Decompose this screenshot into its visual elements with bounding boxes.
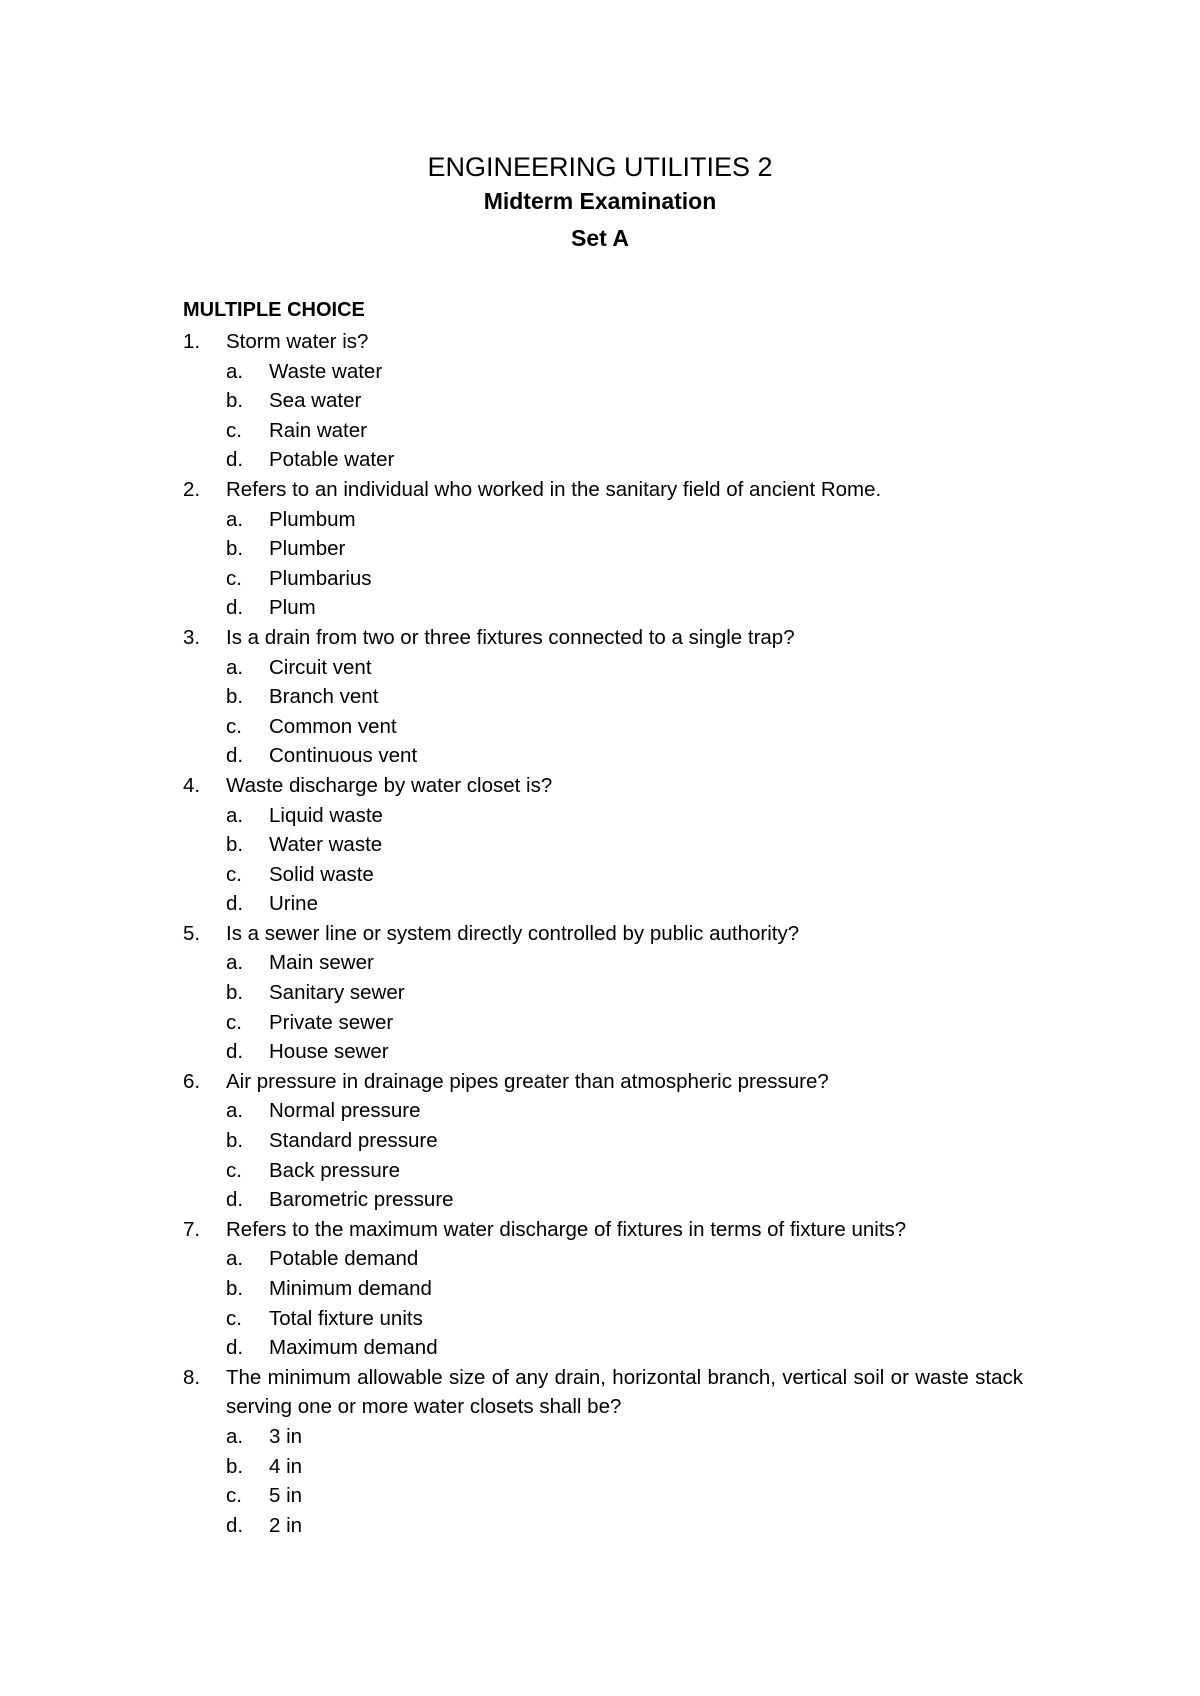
choice-item — [183, 416, 1023, 446]
choice-letter: a. — [226, 655, 244, 679]
choice-letter: a. — [226, 951, 244, 975]
choice-list — [183, 653, 1023, 771]
choice-letter: c. — [226, 1158, 242, 1182]
choice-letter: a. — [226, 507, 244, 531]
choice-item — [183, 1274, 1023, 1304]
choice-letter: a. — [226, 803, 244, 827]
choice-list — [183, 1096, 1023, 1214]
question-number: 2. — [183, 477, 201, 501]
question-number: 5. — [183, 921, 201, 945]
choice-letter: b. — [226, 685, 244, 709]
choice-list — [183, 1422, 1023, 1540]
question-item — [183, 1067, 1023, 1215]
question-item — [183, 1215, 1023, 1363]
question-item — [183, 623, 1023, 771]
choice-letter: b. — [226, 1454, 244, 1478]
question-text: Is a sewer line or system directly controlled by public authority? — [226, 921, 800, 945]
question-line — [183, 475, 1023, 505]
choice-text: Liquid waste — [269, 803, 383, 827]
choice-item — [183, 1008, 1023, 1038]
choice-list — [183, 948, 1023, 1066]
choice-item — [183, 1333, 1023, 1363]
choice-item — [183, 889, 1023, 919]
choice-text: Sanitary sewer — [269, 981, 405, 1005]
choice-text: Potable water — [269, 448, 395, 472]
section-heading: MULTIPLE CHOICE — [183, 299, 365, 321]
question-item — [183, 771, 1023, 919]
choice-text: 3 in — [269, 1424, 303, 1448]
choice-text: Total fixture units — [269, 1306, 423, 1330]
choice-letter: d. — [226, 1513, 244, 1537]
choice-text: Continuous vent — [269, 744, 418, 768]
choice-item — [183, 653, 1023, 683]
choice-text: Waste water — [269, 359, 383, 383]
choice-text: Sea water — [269, 389, 362, 413]
choice-text: Maximum demand — [269, 1336, 438, 1360]
question-item — [183, 919, 1023, 1067]
choice-item — [183, 801, 1023, 831]
choice-text: Private sewer — [269, 1010, 394, 1034]
question-text: Storm water is? — [226, 330, 369, 353]
question-line — [183, 327, 1023, 357]
choice-letter: c. — [226, 1306, 242, 1330]
choice-text: 5 in — [269, 1484, 303, 1508]
choice-text: Standard pressure — [269, 1129, 438, 1153]
choice-item — [183, 1126, 1023, 1156]
question-list — [183, 327, 1023, 1540]
question-number: 7. — [183, 1217, 201, 1241]
choice-list — [183, 505, 1023, 623]
choice-letter: d. — [226, 448, 244, 472]
choice-item — [183, 978, 1023, 1008]
choice-text: Normal pressure — [269, 1099, 421, 1123]
choice-list — [183, 1244, 1023, 1362]
choice-letter: b. — [226, 833, 244, 857]
choice-text: Urine — [269, 892, 318, 916]
choice-list — [183, 357, 1023, 475]
choice-item — [183, 1304, 1023, 1334]
question-line — [183, 1067, 1023, 1097]
choice-item — [183, 1244, 1023, 1274]
choice-item — [183, 1096, 1023, 1126]
question-number: 3. — [183, 625, 201, 649]
choice-letter: b. — [226, 537, 244, 561]
choice-letter: d. — [226, 744, 244, 768]
choice-text: Plumber — [269, 537, 346, 561]
choice-item — [183, 1185, 1023, 1215]
choice-letter: c. — [226, 714, 242, 738]
choice-text: 2 in — [269, 1513, 303, 1537]
question-line — [183, 919, 1023, 949]
choice-item — [183, 1511, 1023, 1541]
choice-item — [183, 534, 1023, 564]
choice-letter: d. — [226, 1336, 244, 1360]
choice-item — [183, 1037, 1023, 1067]
exam-subtitle: Midterm Examination — [483, 188, 717, 214]
question-line — [183, 1215, 1023, 1245]
choice-text: Common vent — [269, 714, 397, 738]
choice-letter: a. — [226, 1247, 244, 1271]
question-number: 8. — [183, 1365, 201, 1389]
choice-item — [183, 712, 1023, 742]
question-item — [183, 327, 1023, 475]
choice-text: Branch vent — [269, 685, 379, 709]
question-number: 6. — [183, 1069, 201, 1093]
choice-item — [183, 505, 1023, 535]
choice-text: Solid waste — [269, 862, 374, 886]
choice-text: Main sewer — [269, 951, 374, 975]
question-text: Waste discharge by water closet is? — [226, 773, 553, 797]
choice-item — [183, 1422, 1023, 1452]
choice-item — [183, 741, 1023, 771]
choice-letter: a. — [226, 1099, 244, 1123]
choice-letter: d. — [226, 1188, 244, 1212]
choice-letter: c. — [226, 1010, 242, 1034]
choice-text: Plumbum — [269, 507, 356, 531]
exam-title: ENGINEERING UTILITIES 2 — [427, 152, 773, 182]
question-text: Is a drain from two or three fixtures connected to a single trap? — [226, 625, 795, 649]
choice-text: Plum — [269, 596, 316, 620]
choice-letter: a. — [226, 1424, 244, 1448]
choice-item — [183, 1156, 1023, 1186]
choice-text: Rain water — [269, 418, 367, 442]
choice-item — [183, 948, 1023, 978]
choice-item — [183, 1481, 1023, 1511]
choice-item — [183, 1452, 1023, 1482]
choice-item — [183, 357, 1023, 387]
choice-letter: a. — [226, 359, 244, 383]
choice-text: Back pressure — [269, 1158, 401, 1182]
question-item — [183, 1363, 1023, 1541]
choice-letter: c. — [226, 566, 242, 590]
choice-letter: d. — [226, 596, 244, 620]
question-item — [183, 475, 1023, 623]
question-line — [183, 1363, 1023, 1422]
choice-letter: d. — [226, 1040, 244, 1064]
choice-item — [183, 593, 1023, 623]
choice-list — [183, 801, 1023, 919]
choice-text: Potable demand — [269, 1247, 419, 1271]
question-line — [183, 623, 1023, 653]
choice-text: Minimum demand — [269, 1277, 432, 1300]
choice-item — [183, 564, 1023, 594]
choice-text: House sewer — [269, 1040, 389, 1064]
choice-letter: c. — [226, 862, 242, 886]
question-number: 1. — [183, 330, 201, 353]
choice-text: Water waste — [269, 833, 383, 857]
choice-text: Circuit vent — [269, 655, 372, 679]
choice-item — [183, 860, 1023, 890]
exam-set: Set A — [571, 225, 629, 251]
choice-item — [183, 682, 1023, 712]
choice-letter: b. — [226, 389, 244, 413]
choice-item — [183, 386, 1023, 416]
choice-text: Barometric pressure — [269, 1188, 454, 1212]
choice-item — [183, 830, 1023, 860]
question-text: The minimum allowable size of any drain, horizontal branch, vertical soil or waste stack serving one or more water closets shall be? — [226, 1365, 1023, 1419]
choice-letter: b. — [226, 981, 244, 1005]
choice-text: 4 in — [269, 1454, 303, 1478]
choice-letter: d. — [226, 892, 244, 916]
question-line — [183, 771, 1023, 801]
question-text: Refers to the maximum water discharge of fixtures in terms of fixture units? — [226, 1217, 907, 1241]
choice-item — [183, 445, 1023, 475]
choice-letter: b. — [226, 1129, 244, 1153]
choice-letter: b. — [226, 1277, 244, 1300]
choice-text: Plumbarius — [269, 566, 372, 590]
question-number: 4. — [183, 773, 201, 797]
question-text: Air pressure in drainage pipes greater than atmospheric pressure? — [226, 1069, 829, 1093]
question-text: Refers to an individual who worked in the sanitary field of ancient Rome. — [226, 477, 882, 501]
choice-letter: c. — [226, 1484, 242, 1508]
choice-letter: c. — [226, 418, 242, 442]
